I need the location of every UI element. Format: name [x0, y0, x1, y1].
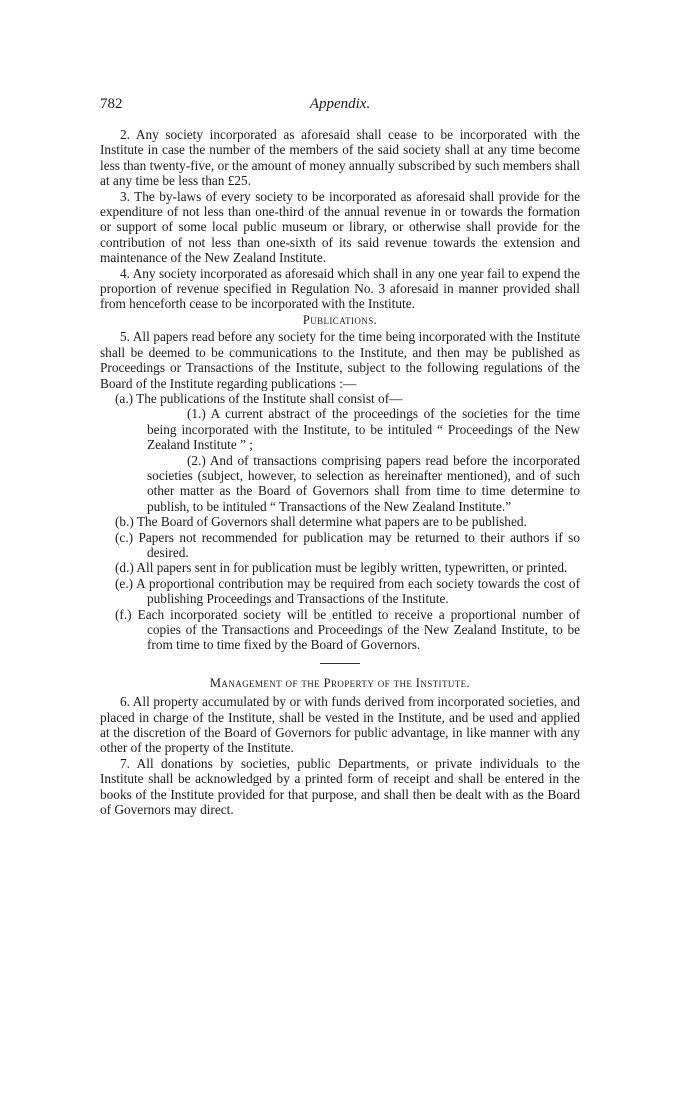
- list-item-a2: (2.) And of transactions comprising papers read before the incorporated societies (subject, however, to selection as hereinafter mentioned), and of such other matter as the Board of Governors shall from time to time determine to publish, to be intituled “ Transactions of the New Zealand Institute.”: [147, 452, 580, 514]
- list-item-d: (d.) All papers sent in for publication must be legibly written, typewritten, or printed.: [115, 560, 568, 576]
- list-item-c: (c.) Papers not recommended for publication may be returned to their authors if so desired.: [115, 529, 580, 560]
- page-body: [100, 127, 580, 817]
- page-header: [100, 96, 580, 116]
- publications-heading: Publications.: [302, 312, 378, 327]
- list-item-b: (b.) The Board of Governors shall determine what papers are to be published.: [115, 514, 527, 530]
- paragraph-4: 4. Any society incorporated as aforesaid which shall in any one year fail to expend the proportion of revenue specified in Regulation No. 3 aforesaid in manner provided shall from henceforth cease to be incorporated with the Institute.: [100, 265, 580, 312]
- paragraph-2: 2. Any society incorporated as aforesaid shall cease to be incorporated with the Institute in case the number of the members of the said society shall at any time become less than twenty-five, or the amount of money annually subscribed by such members shall at any time be less than £25.: [100, 127, 580, 189]
- section-divider: [320, 663, 360, 664]
- paragraph-5: 5. All papers read before any society for the time being incorporated with the Institute shall be deemed to be communications to the Institute, and then may be published as Proceedings or Transactions of the Institute, subject to the following regulations of the Board of the Institute regarding publications :—: [100, 329, 580, 391]
- list-item-a1: (1.) A current abstract of the proceedings of the societies for the time being incorporated with the Institute, to be intituled “ Proceedings of the New Zealand Institute ” ;: [147, 406, 580, 453]
- list-item-e: (e.) A proportional contribution may be required from each society towards the cost of publishing Proceedings and Transactions of the Institute.: [115, 575, 580, 607]
- running-title: Appendix.: [309, 96, 371, 112]
- page-number: 782: [100, 96, 123, 112]
- paragraph-3: 3. The by-laws of every society to be incorporated as aforesaid shall provide for the expenditure of not less than one-third of the annual revenue in or towards the formation or support of some local public museum or library, or otherwise shall provide for the contribution of not less than one-sixth of its said revenue towards the extension and maintenance of the New Zealand Institute.: [100, 188, 580, 266]
- list-item-f: (f.) Each incorporated society will be entitled to receive a proportional number of copies of the Transactions and Proceedings of the New Zealand Institute, to be from time to time fixed by the Board of Governors.: [115, 606, 580, 653]
- management-heading: Management of the Property of the Institute.: [209, 675, 471, 690]
- paragraph-7: 7. All donations by societies, public Departments, or private individuals to the Institute shall be acknowledged by a printed form of receipt and shall be entered in the books of the Institute provided for that purpose, and shall then be dealt with as the Board of Governors may direct.: [100, 755, 580, 818]
- list-item-a: (a.) The publications of the Institute shall consist of—: [115, 390, 403, 406]
- paragraph-6: 6. All property accumulated by or with funds derived from incorporated societies, and placed in charge of the Institute, shall be vested in the Institute, and be used and applied at the discretion of the Board of Governors for public advantage, in like manner with any other of the property of the Institute.: [100, 694, 580, 756]
